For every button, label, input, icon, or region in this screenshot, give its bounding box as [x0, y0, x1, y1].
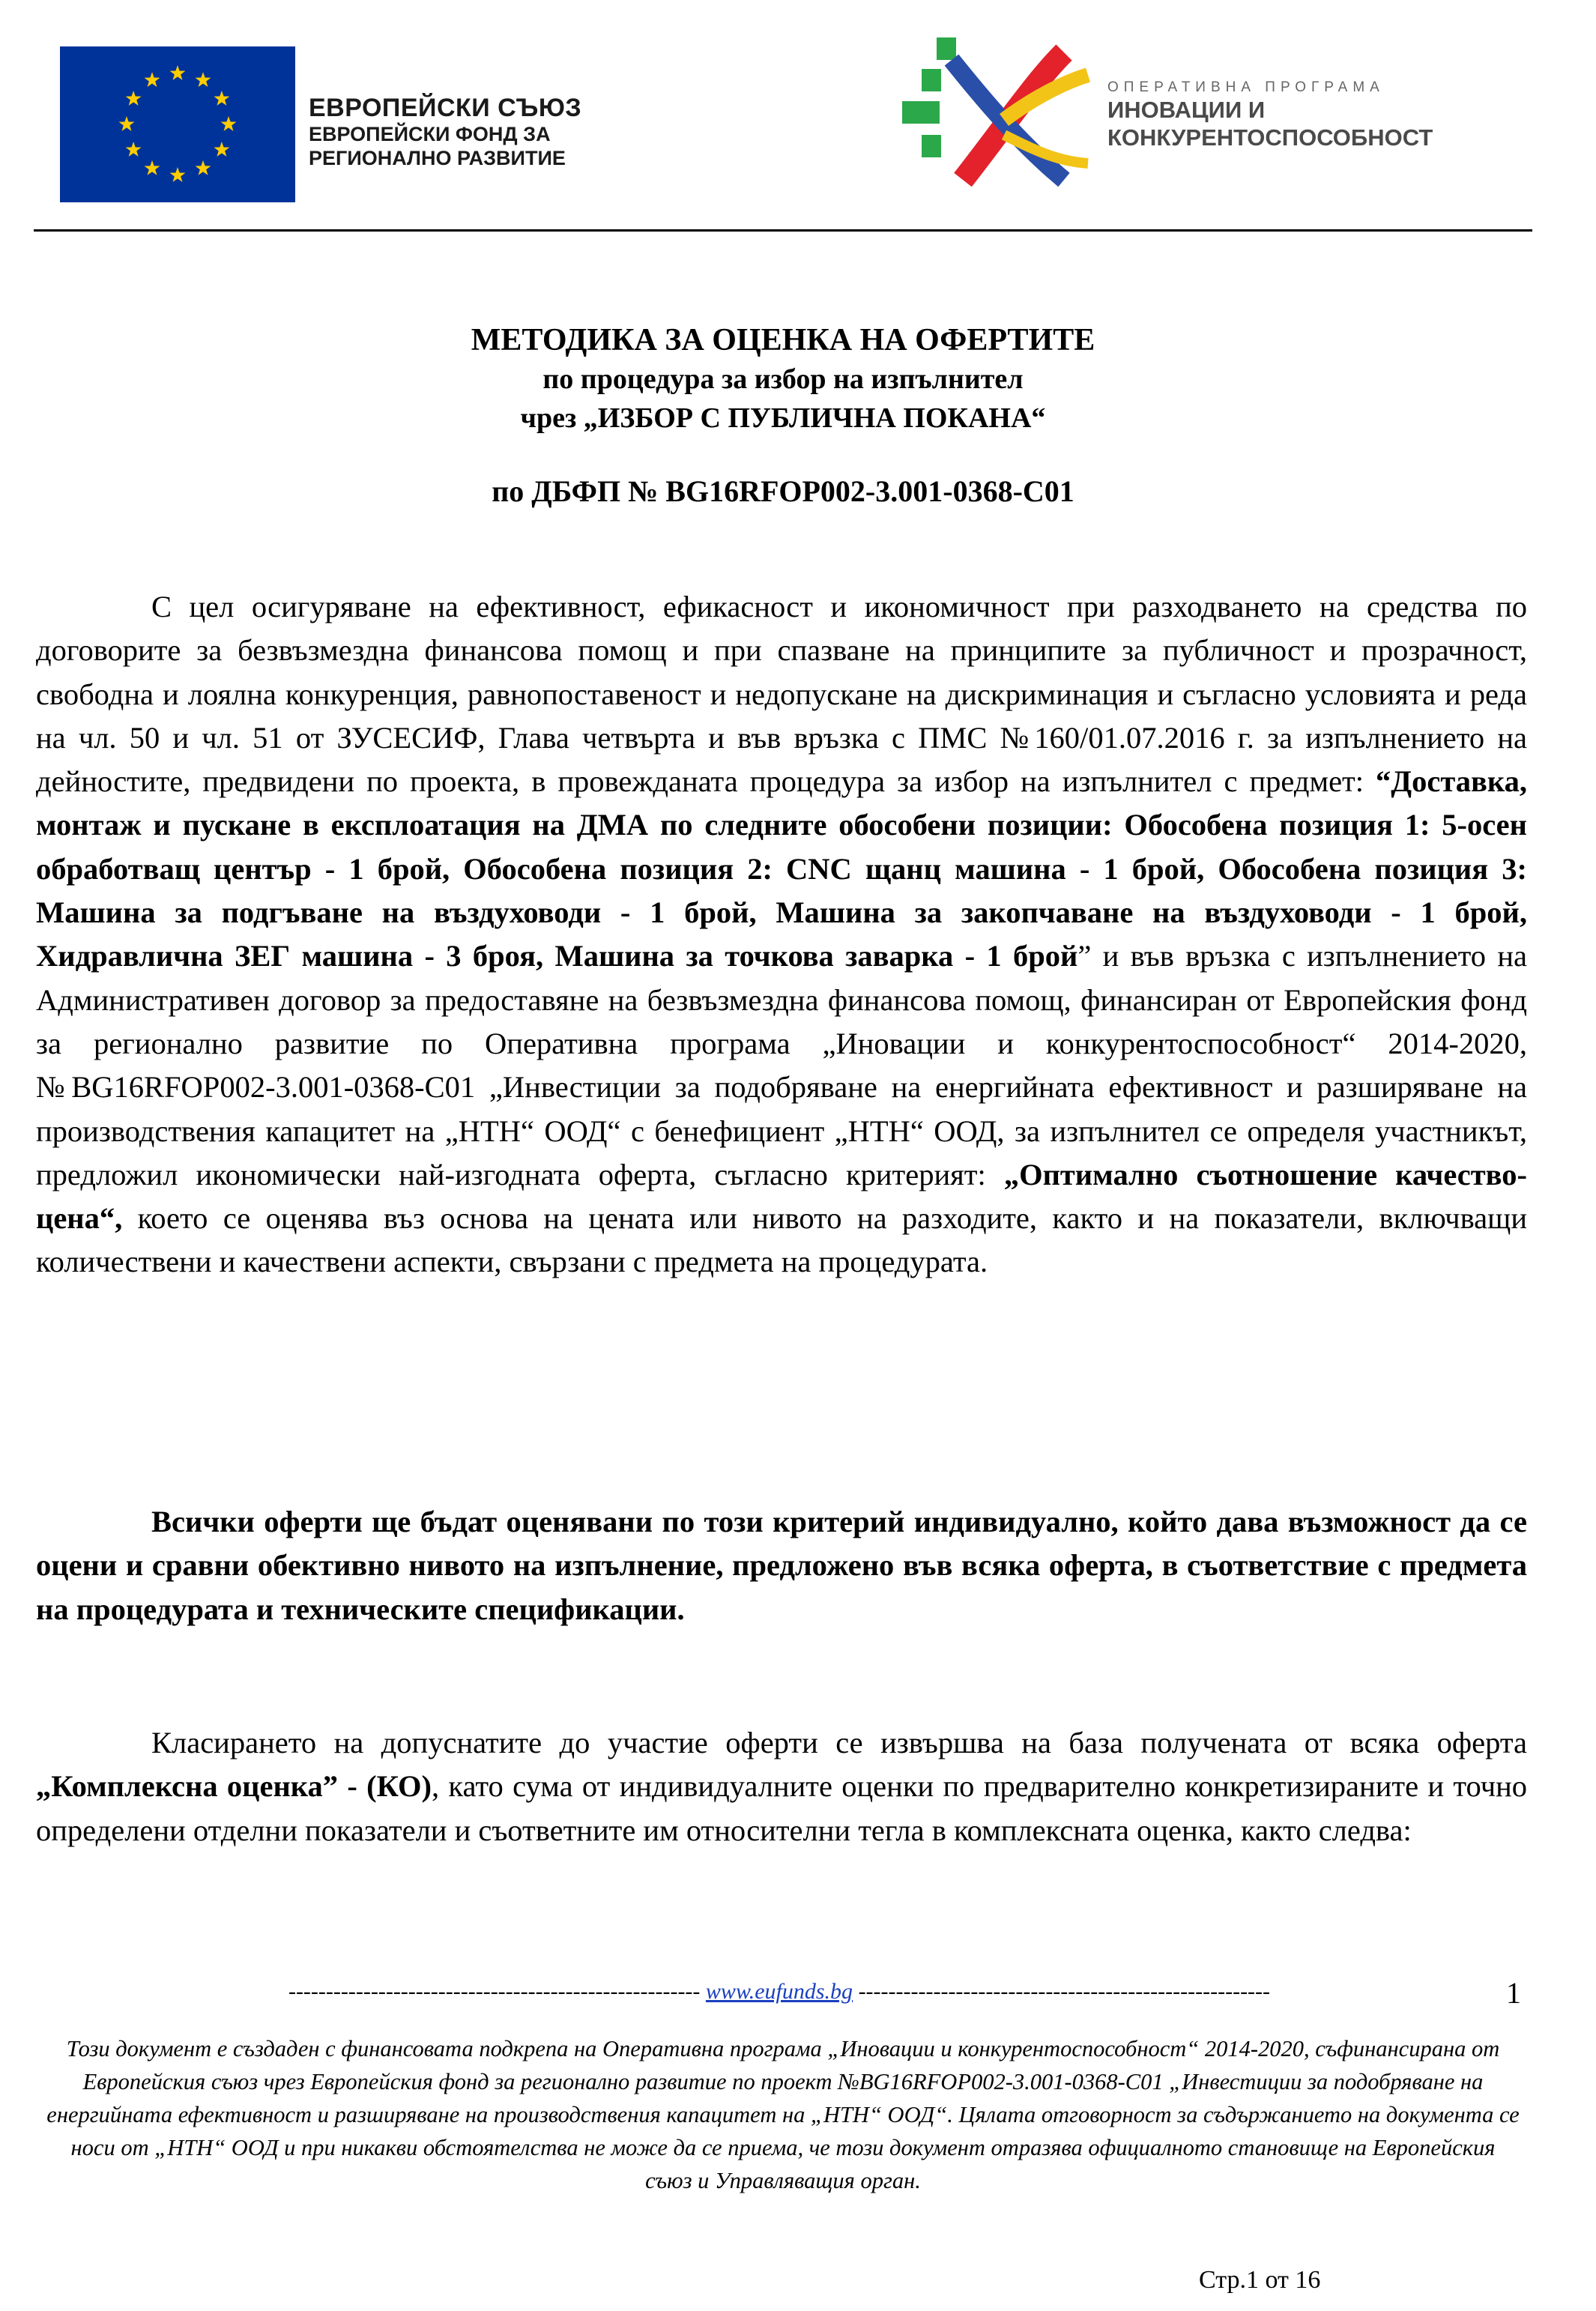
eu-text-line3: РЕГИОНАЛНО РАЗВИТИЕ — [309, 146, 566, 169]
document-subtitle-1: по процедура за избор на изпълнител — [542, 363, 1024, 395]
document-subtitle-2: чрез „ИЗБОР С ПУБЛИЧНА ПОКАНА“ — [520, 402, 1046, 434]
op-innovation-logo — [892, 30, 1094, 202]
intro-text-part2: ” и във връзка с изпълнението на Административен договор за предоставяне на безвъзмездна финансова помощ, финансиран от Европейския фонд за регионално развитие по Оперативна програма „Иновации и конкурентоспособност“ 2014-2020, №BG16RFOP002-3.001-0368-C01 „Инвестиции за подобряване на енергийната ефективност и разширяване на производствения капацитет на „НТН“ ООД“ с бенефициент „НТН“ ООД, за изпълнител се определя участникът, предложил икономически най-изгодната оферта, съгласно критерият: — [36, 939, 1527, 1191]
ranking-text-part2: , като сума от индивидуалните оценки по предварително конкретизираните и точно определени отделни показатели и съответните им относителни тегла в комплексната оценка, както следва: — [36, 1769, 1528, 1847]
paragraph-ranking — [36, 1721, 1527, 1852]
complex-score-term: „Комплексна оценка” - (КО) — [36, 1769, 432, 1804]
dashes-right: ------------------------------------------------------- — [858, 1979, 1271, 2004]
op-text-line1: ИНОВАЦИИ И — [1107, 97, 1266, 123]
eu-text-line2: ЕВРОПЕЙСКИ ФОНД ЗА — [309, 123, 551, 146]
funding-disclaimer: Този документ е създаден с финансовата подкрепа на Оперативна програма „Иновации и конкурентоспособност“ 2014-2020, съфинансирана от Европейския съюз чрез Европейския фонд за регионално развитие по проект №BG16RFOP002-3.001-0368-C01 „Инвестиции за подобряване на енергийната ефективност и разширяване на производствения капацитет на „НТН“ ООД“. Цялата отговорност за съдържанието на документа се носи от „НТН“ ООД и при никакви обстоятелства не може да се приема, че този документ отразява официалното становище на Европейския съюз и Управляващия орган. — [46, 2036, 1520, 2193]
document-title: МЕТОДИКА ЗА ОЦЕНКА НА ОФЕРТИТЕ — [471, 323, 1095, 357]
eu-flag-logo — [60, 46, 295, 202]
op-logo-text — [1107, 79, 1433, 151]
intro-text-part3: което се оценява въз основа на цената или нивото на разходите, както и на показатели, включващи количествени и качествени аспекти, свързани с предмета на процедурата. — [36, 1201, 1527, 1279]
procurement-subject: “Доставка, монтаж и пускане в експлоатация на ДМА по следните обособени позиции: Обособена позиция 1: 5-осен обработващ център - 1 брой, Обособена позиция 2: CNC щанц машина - 1 брой, Обособена позиция 3: Машина за подгъване на въздуховоди - 1 брой, Машина за закопчаване на въздуховоди - 1 брой, Хидравлична ЗЕГ машина - 3 броя, Машина за точкова заварка - 1 брой — [36, 764, 1527, 973]
page-number: 1 — [1506, 1976, 1521, 2010]
eu-text-line1: ЕВРОПЕЙСКИ СЪЮЗ — [309, 94, 582, 122]
award-criterion: „Оптимално съотношение качество-цена“, — [36, 1157, 1527, 1236]
op-text-small: ОПЕРАТИВНА ПРОГРАМА — [1107, 79, 1385, 95]
dashes-left: ------------------------------------------------------- — [288, 1979, 701, 2004]
contract-number: по ДБФП № BG16RFOP002-3.001-0368-C01 — [492, 474, 1074, 508]
paragraph-evaluation: Всички оферти ще бъдат оценявани по този критерий индивидуално, който дава възможност да се оцени и сравни обективно нивото на изпълнение, предложено във всяка оферта, в съответствие с предмета на процедурата и техническите спецификации. — [36, 1505, 1527, 1626]
header-divider — [34, 229, 1532, 232]
eufunds-link[interactable]: www.eufunds.bg — [705, 1979, 853, 2004]
eu-logo-text — [309, 93, 581, 171]
footer-separator — [165, 1977, 1394, 2007]
ranking-text-part1: Класирането на допуснатите до участие оферти се извършва на база получената от всяка оферта — [151, 1726, 1527, 1759]
op-text-line2: КОНКУРЕНТОСПОСОБНОСТ — [1107, 124, 1433, 151]
paragraph-intro — [36, 585, 1527, 1284]
page-count: Стр.1 от 16 — [1199, 2266, 1321, 2294]
intro-text-part1: С цел осигуряване на ефективност, ефикасност и икономичност при разходването на средства по договорите за безвъзмездна финансова помощ и при спазване на принципите за публичност и прозрачност, свободна и лоялна конкуренция, равнопоставеност и недопускане на дискриминация и съгласно условията и реда на чл. 50 и чл. 51 от ЗУСЕСИФ, Глава четвърта и във връзка с ПМС №160/01.07.2016 г. за изпълнението на дейностите, предвидени по проекта, в провежданата процедура за избор на изпълнител с предмет: — [36, 590, 1527, 799]
document-title-block — [0, 321, 1566, 511]
